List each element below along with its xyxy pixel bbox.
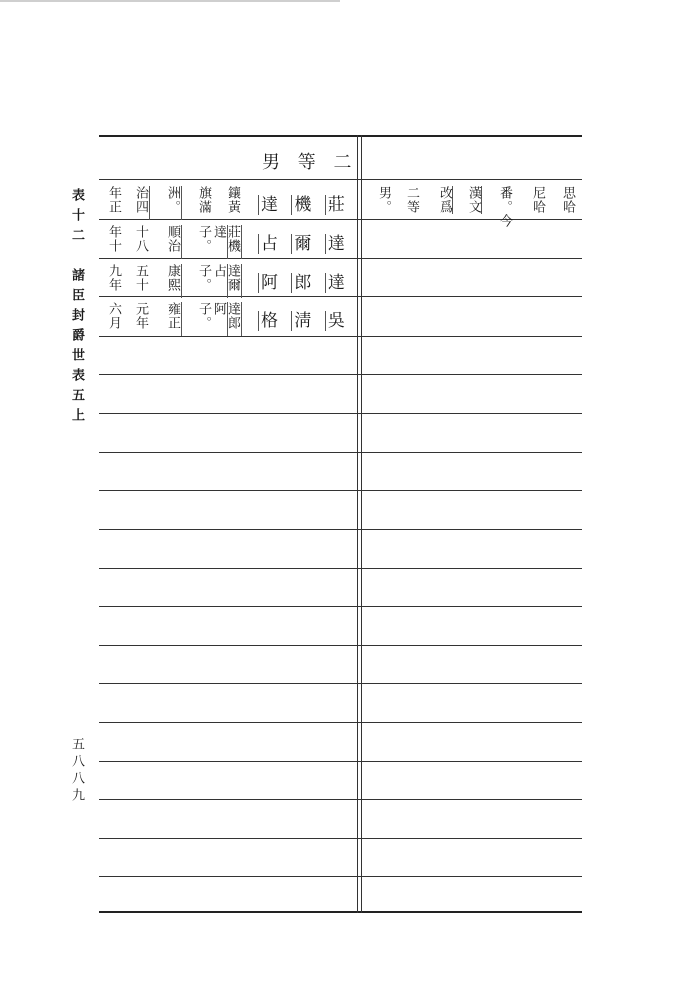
note-col: 思哈 <box>560 186 575 214</box>
entry-name-char: 格 <box>258 311 278 331</box>
rank-title-char: 二 <box>333 152 352 173</box>
row-rule <box>99 799 582 800</box>
note-col: 尼哈 <box>530 186 545 214</box>
entry-text-col: 五十 <box>133 264 148 292</box>
entry-name-char: 機 <box>291 195 311 215</box>
margin-page-number: 五八八九 <box>69 737 84 805</box>
entry-text-col: 順治 <box>165 225 182 259</box>
rank-title-char: 男 <box>262 152 280 173</box>
note-col: 男。 <box>376 186 391 214</box>
row-rule <box>99 336 582 337</box>
rank-title <box>262 148 351 174</box>
entry-text-col: 元年 <box>133 302 148 330</box>
entry-text-col: 治四 <box>133 186 150 220</box>
entry-text-col: 鑲黃 <box>225 186 240 214</box>
entry-text-col: 達爾 <box>225 264 242 298</box>
note-col: 改爲 <box>437 186 452 214</box>
entry-text-col: 年正 <box>106 186 121 214</box>
entry-name <box>258 229 345 254</box>
row-rule <box>99 490 582 491</box>
row-rule <box>99 529 582 530</box>
row-rule <box>99 413 582 414</box>
row-rule <box>99 683 582 684</box>
row-rule <box>99 606 582 607</box>
note-col: 漢文 <box>466 186 481 214</box>
scan-edge-line <box>0 0 340 2</box>
row-rule <box>99 722 582 723</box>
entry-name-char: 達 <box>258 195 278 215</box>
entry-name-char: 吳 <box>325 311 345 331</box>
entry-text-col: 洲。 <box>165 186 182 220</box>
entry-name-char: 莊 <box>325 195 345 215</box>
entry-text-col: 達子。 <box>196 225 228 259</box>
row-rule <box>99 645 582 646</box>
entry-name-char: 達 <box>325 273 345 293</box>
section-divider <box>361 135 362 913</box>
entry-name-char: 郎 <box>291 273 311 293</box>
entry-name <box>258 268 345 293</box>
entry-name <box>258 306 345 331</box>
entry-name-char: 阿 <box>258 273 278 293</box>
entry-name-char: 占 <box>258 234 278 254</box>
entry-text-col: 十八 <box>133 225 148 253</box>
entry-text-col: 莊機 <box>225 225 242 259</box>
entry-name-char: 達 <box>325 234 345 254</box>
rank-title-char: 等 <box>297 152 316 173</box>
entry-text-col: 達郎 <box>225 302 242 336</box>
entry-name-char: 淸 <box>291 311 311 331</box>
section-divider <box>357 135 358 913</box>
entry-text-col: 旗滿 <box>196 186 211 214</box>
entry-text-col: 康熙 <box>165 264 182 298</box>
entry-text-col: 九年 <box>106 264 121 292</box>
row-rule <box>99 761 582 762</box>
row-rule <box>99 838 582 839</box>
entry-text-col: 阿子。 <box>196 302 228 336</box>
entry-text-col: 年十 <box>106 225 121 253</box>
row-rule <box>99 452 582 453</box>
entry-name-char: 爾 <box>291 234 311 254</box>
note-col: 番。今 <box>497 186 512 228</box>
header-rule <box>99 179 582 180</box>
row-rule <box>99 374 582 375</box>
entry-text-col: 六月 <box>106 302 121 330</box>
note-col: 二等 <box>404 186 419 214</box>
row-rule <box>99 568 582 569</box>
row-rule <box>99 876 582 877</box>
entry-text-col: 雍正 <box>165 302 182 336</box>
margin-table-title: 表十二 諸臣封爵世表五上 <box>69 188 84 428</box>
entry-name <box>258 190 345 215</box>
entry-text-col: 占子。 <box>196 264 228 298</box>
table-top-rule <box>99 135 582 137</box>
table-bottom-rule <box>99 911 582 913</box>
